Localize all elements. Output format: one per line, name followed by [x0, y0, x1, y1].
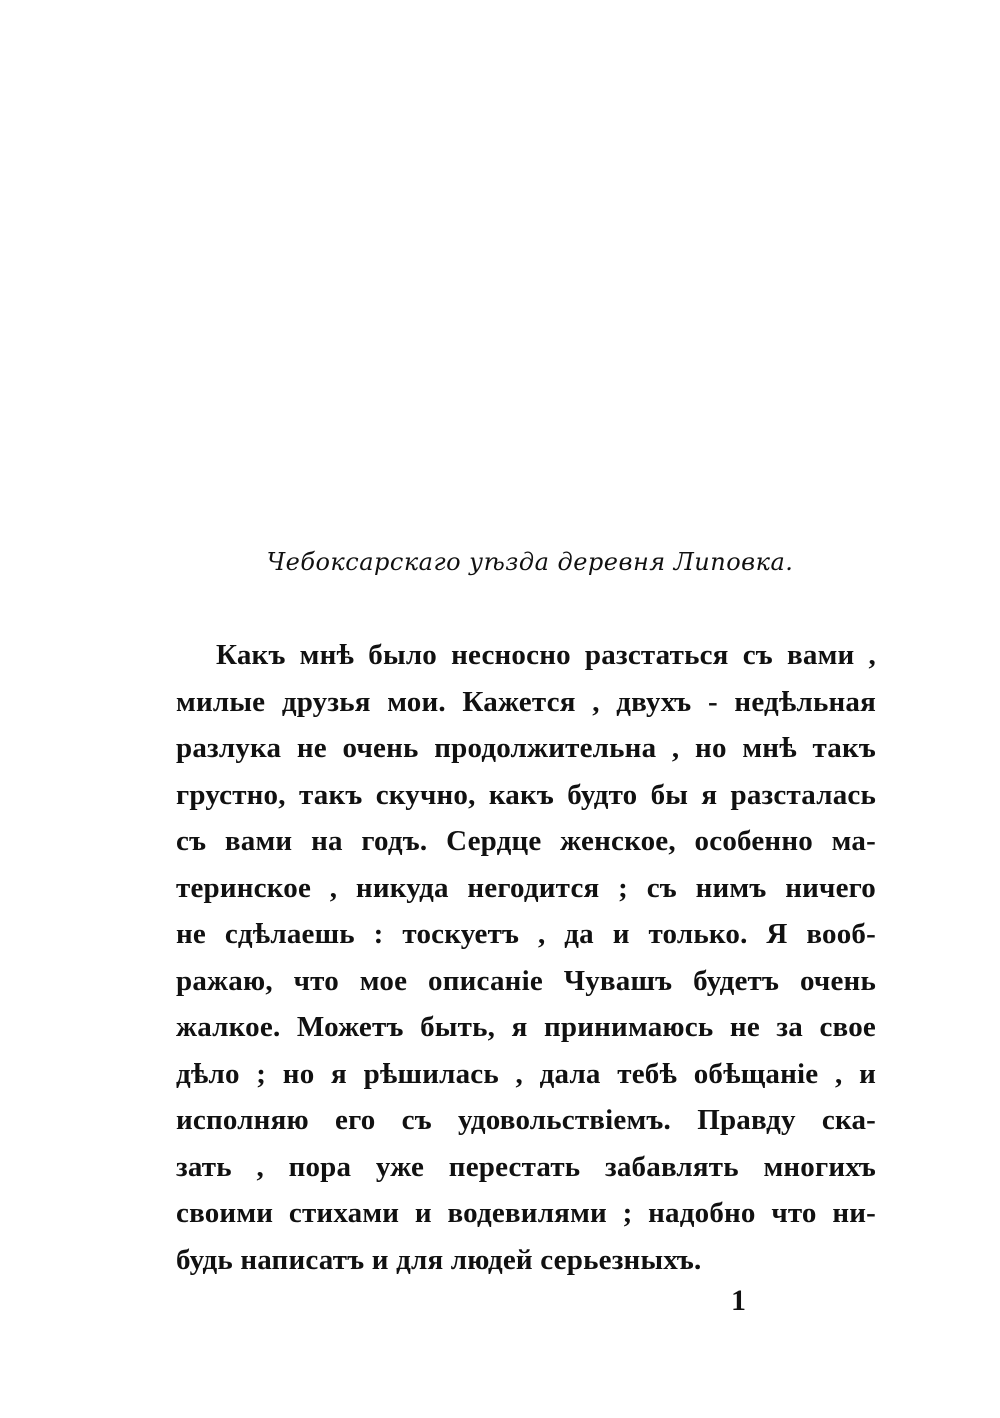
text-line: своими стихами и водевилями ; надобно что ни-	[176, 1197, 876, 1229]
text-line: Какъ мнѣ было несносно разстаться съ вами ,	[216, 639, 876, 671]
text-line: теринское , никуда негодится ; съ нимъ ничего	[176, 871, 876, 904]
text-line: будь написатъ и для людей серьезныхъ.	[176, 1243, 702, 1276]
text-line: не сдѣлаешь : тоскуетъ , да и только. Я вооб-	[176, 918, 876, 950]
text-line: милые друзья мои. Кажется , двухъ - недѣльная	[176, 685, 876, 718]
body-paragraph	[176, 632, 876, 1283]
text-line: съ вами на годъ. Сердце женское, особенно ма-	[176, 825, 876, 857]
text-line: жалкое. Можетъ быть, я принимаюсь не за свое	[176, 1011, 876, 1043]
text-line: грустно, такъ скучно, какъ будто бы я разсталась	[176, 778, 876, 811]
page-number: 1	[731, 1284, 746, 1317]
text-line: разлука не очень продолжительна , но мнѣ такъ	[176, 732, 876, 764]
text-line: ражаю, что мое описаніе Чувашъ будетъ очень	[176, 964, 876, 997]
text-line: зать , пора уже перестать забавлять многихъ	[176, 1150, 876, 1183]
text-line: исполняю его съ удовольствіемъ. Правду ска-	[176, 1104, 876, 1136]
text-line: дѣло ; но я рѣшилась , дала тебѣ обѣщаніе , и	[176, 1057, 876, 1090]
location-heading: Чебоксарскаго уѣзда деревня Липовка.	[266, 548, 794, 576]
